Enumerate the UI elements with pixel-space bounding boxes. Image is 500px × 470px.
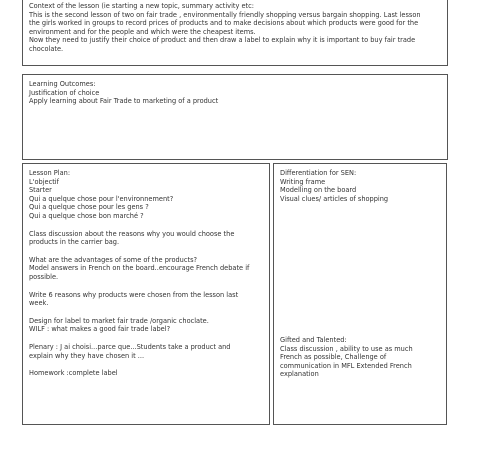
plan-line: What are the advantages of some of the products?	[29, 255, 198, 264]
outcome-item: Apply learning about Fair Trade to marketing of a product	[29, 97, 219, 106]
gifted-line: Class discussion , ability to use as much	[280, 344, 413, 353]
outcomes-heading: Learning Outcomes:	[29, 80, 96, 88]
plan-line: possible.	[29, 272, 59, 281]
plan-line: Qui a quelque chose pour les gens ?	[29, 203, 149, 212]
gifted-line: explanation	[280, 370, 319, 379]
sen-item: Visual clues/ articles of shopping	[280, 194, 389, 203]
plan-line: Qui a quelque chose pour l'environnement?	[29, 194, 174, 203]
sen-item: Modelling on the board	[280, 186, 357, 195]
plan-line: Write 6 reasons why products were chosen from the lesson last	[29, 290, 239, 299]
context-heading: Context of the lesson (ie starting a new topic, summary activity etc:	[29, 2, 254, 10]
context-line: environment and for the people and which were the cheapest items.	[29, 27, 256, 36]
gifted-line: communication in MFL Extended French	[280, 361, 412, 370]
plan-line: Starter	[29, 186, 52, 195]
plan-line: products in the carrier bag.	[29, 238, 120, 247]
context-box	[22, 0, 448, 66]
plan-line: Plenary : J ai choisi...parce que...Students take a product and	[29, 342, 231, 351]
sen-heading: Differentiation for SEN:	[280, 169, 357, 177]
homework-line: Homework :complete label	[29, 369, 118, 378]
context-line: Now they need to justify their choice of product and then draw a label to explain why it is important to buy fair trade	[29, 36, 416, 45]
plan-line: Design for label to market fair trade /organic choclate.	[29, 316, 209, 325]
plan-line: L'objectif	[29, 177, 59, 186]
sen-item: Writing frame	[280, 177, 326, 186]
gifted-heading: Gifted and Talented:	[280, 336, 347, 344]
context-line: chocolate.	[29, 44, 64, 53]
gifted-line: French as possible, Challenge of	[280, 353, 387, 362]
context-line: the girls worked in groups to record prices of products and to make decisions about which products were good for the	[29, 19, 419, 28]
differentiation-box	[273, 163, 447, 425]
plan-line: Qui a quelque chose bon marché ?	[29, 211, 144, 220]
lesson-plan-box	[22, 163, 270, 425]
plan-line: Model answers in French on the board..encourage French debate if	[29, 264, 250, 273]
plan-line: week.	[29, 299, 49, 308]
gifted-section	[280, 336, 440, 379]
plan-line: WILF : what makes a good fair trade label?	[29, 325, 171, 334]
plan-heading: Lesson Plan:	[29, 169, 71, 177]
context-line: This is the second lesson of two on fair trade , environmentally friendly shopping versus bargain shopping. Last lesson	[29, 10, 421, 19]
learning-outcomes-box	[22, 74, 448, 160]
plan-line: Class discussion about the reasons why you would choose the	[29, 229, 235, 238]
plan-line: explain why they have chosen it ...	[29, 351, 145, 360]
outcome-item: Justification of choice	[29, 88, 100, 97]
